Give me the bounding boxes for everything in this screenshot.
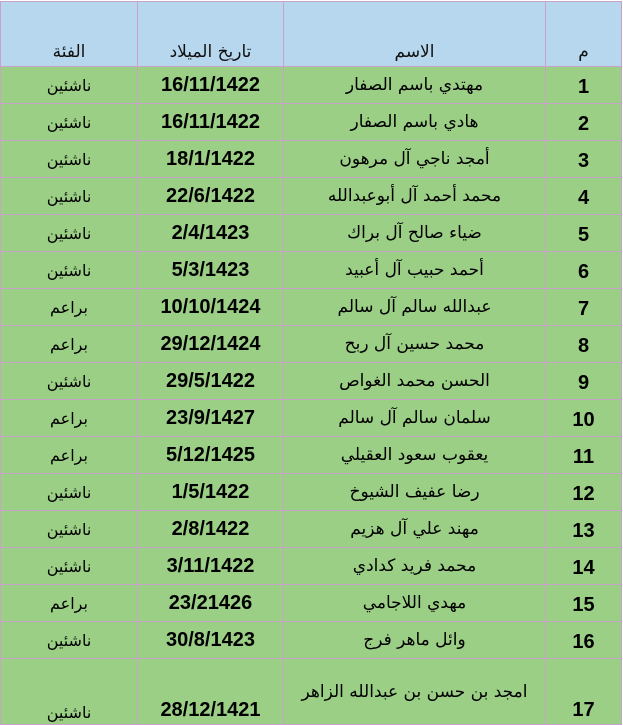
cell-num[interactable]: 11 [546,437,622,474]
cell-name[interactable]: وائل ماهر فرج [284,622,546,659]
cell-category[interactable]: ناشئين [1,178,138,215]
cell-date[interactable]: 2/4/1423 [138,215,284,252]
cell-name[interactable]: عبدالله سالم آل سالم [284,289,546,326]
cell-category[interactable]: ناشئين [1,622,138,659]
cell-category[interactable]: براعم [1,326,138,363]
table-row [1,585,622,622]
cell-date[interactable]: 23/21426 [138,585,284,622]
table-row [1,252,622,289]
table-row [1,437,622,474]
cell-name[interactable]: هادي باسم الصفار [284,104,546,141]
table-row [1,548,622,585]
table-row [1,326,622,363]
cell-category[interactable]: ناشئين [1,252,138,289]
table-row [1,363,622,400]
cell-name[interactable]: مهتدي باسم الصفار [284,67,546,104]
cell-num[interactable]: 2 [546,104,622,141]
cell-category[interactable]: براعم [1,400,138,437]
cell-num[interactable]: 4 [546,178,622,215]
cell-name[interactable]: مهدي اللاجامي [284,585,546,622]
cell-name[interactable]: رضا عفيف الشيوخ [284,474,546,511]
cell-date[interactable]: 22/6/1422 [138,178,284,215]
header-date[interactable]: تاريخ الميلاد [138,2,284,67]
cell-date[interactable]: 23/9/1427 [138,400,284,437]
cell-name[interactable]: ضياء صالح آل براك [284,215,546,252]
cell-category[interactable]: براعم [1,289,138,326]
table-row [1,141,622,178]
header-name[interactable]: الاسم [284,2,546,67]
cell-num[interactable]: 12 [546,474,622,511]
cell-category[interactable]: ناشئين [1,363,138,400]
cell-date[interactable]: 10/10/1424 [138,289,284,326]
cell-num[interactable]: 8 [546,326,622,363]
cell-date[interactable]: 5/12/1425 [138,437,284,474]
cell-name[interactable]: الحسن محمد الغواص [284,363,546,400]
cell-num[interactable]: 7 [546,289,622,326]
cell-name[interactable]: أمجد ناجي آل مرهون [284,141,546,178]
cell-name[interactable]: محمد فريد كدادي [284,548,546,585]
cell-category[interactable]: ناشئين [1,215,138,252]
table-row [1,215,622,252]
cell-name[interactable]: يعقوب سعود العقيلي [284,437,546,474]
cell-name[interactable]: محمد أحمد آل أبوعبدالله [284,178,546,215]
cell-name[interactable]: أحمد حبيب آل أعبيد [284,252,546,289]
cell-num[interactable]: 14 [546,548,622,585]
cell-name[interactable]: محمد حسين آل ربح [284,326,546,363]
cell-date[interactable]: 18/1/1422 [138,141,284,178]
cell-num[interactable]: 13 [546,511,622,548]
cell-name[interactable]: سلمان سالم آل سالم [284,400,546,437]
table-row [1,178,622,215]
cell-category[interactable]: ناشئين [1,548,138,585]
table-row [1,104,622,141]
table-row [1,622,622,659]
cell-name[interactable]: امجد بن حسن بن عبدالله الزاهر [284,659,546,725]
cell-category[interactable]: ناشئين [1,141,138,178]
cell-category[interactable]: ناشئين [1,67,138,104]
table-row [1,289,622,326]
cell-name[interactable]: مهند علي آل هزيم [284,511,546,548]
cell-category[interactable]: براعم [1,437,138,474]
cell-category[interactable]: براعم [1,585,138,622]
cell-num[interactable]: 1 [546,67,622,104]
cell-category[interactable]: ناشئين [1,511,138,548]
table-row [1,659,622,725]
table-row [1,400,622,437]
cell-date[interactable]: 5/3/1423 [138,252,284,289]
header-category[interactable]: الفئة [1,2,138,67]
cell-date[interactable]: 29/5/1422 [138,363,284,400]
cell-date[interactable]: 16/11/1422 [138,104,284,141]
header-row [1,2,622,67]
cell-num[interactable]: 17 [546,659,622,725]
cell-num[interactable]: 6 [546,252,622,289]
cell-date[interactable]: 30/8/1423 [138,622,284,659]
cell-num[interactable]: 15 [546,585,622,622]
cell-date[interactable]: 16/11/1422 [138,67,284,104]
cell-date[interactable]: 29/12/1424 [138,326,284,363]
header-num[interactable]: م [546,2,622,67]
cell-num[interactable]: 3 [546,141,622,178]
cell-date[interactable]: 3/11/1422 [138,548,284,585]
cell-category[interactable]: ناشئين [1,659,138,725]
cell-num[interactable]: 5 [546,215,622,252]
cell-category[interactable]: ناشئين [1,474,138,511]
cell-category[interactable]: ناشئين [1,104,138,141]
cell-date[interactable]: 1/5/1422 [138,474,284,511]
spreadsheet [1,1,622,722]
players-table [0,1,622,725]
cell-num[interactable]: 16 [546,622,622,659]
cell-num[interactable]: 10 [546,400,622,437]
table-row [1,67,622,104]
cell-date[interactable]: 2/8/1422 [138,511,284,548]
table-row [1,474,622,511]
table-row [1,511,622,548]
cell-date[interactable]: 28/12/1421 [138,659,284,725]
cell-num[interactable]: 9 [546,363,622,400]
